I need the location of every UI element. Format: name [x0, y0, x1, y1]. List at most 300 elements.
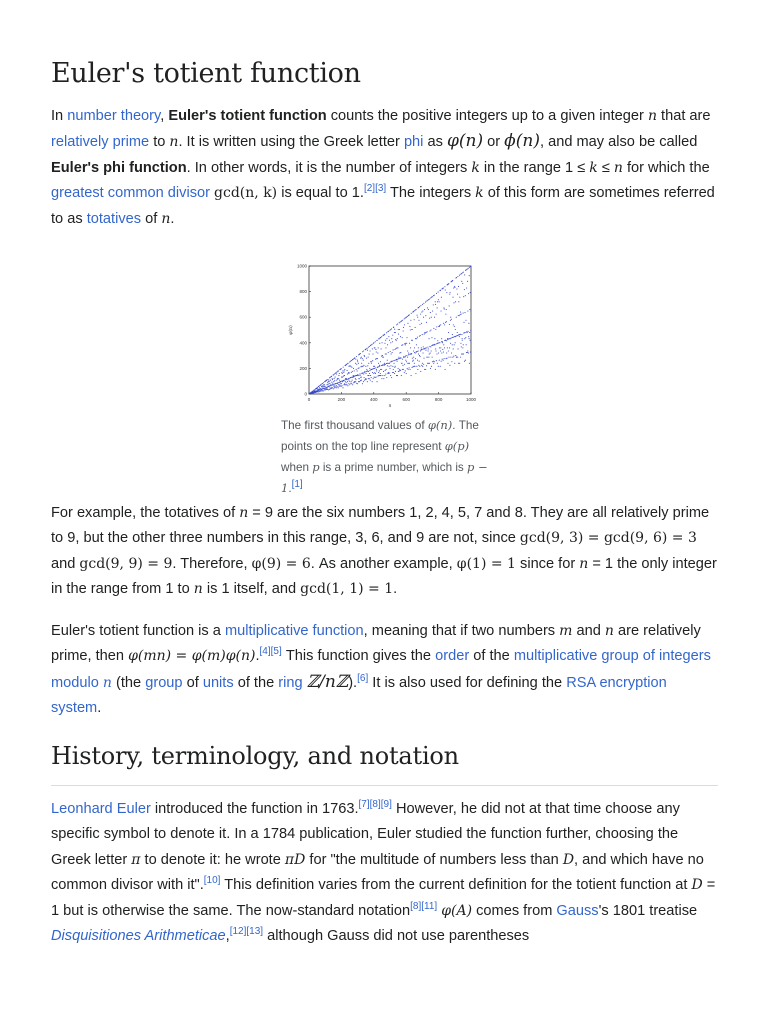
data-point — [441, 338, 442, 339]
data-point — [393, 372, 394, 373]
data-point — [463, 296, 464, 297]
link-ring[interactable]: ring — [278, 674, 303, 691]
data-point — [434, 295, 435, 296]
data-point — [400, 370, 401, 371]
data-point — [355, 381, 356, 382]
y-tick-label: 600 — [299, 314, 307, 320]
data-point — [465, 320, 466, 321]
data-point — [367, 350, 368, 351]
data-point — [463, 354, 464, 355]
data-point — [444, 286, 445, 287]
data-point — [427, 357, 428, 358]
data-point — [439, 342, 440, 343]
data-point — [353, 377, 354, 378]
data-point — [339, 382, 340, 383]
data-point — [361, 380, 362, 381]
data-point — [360, 366, 361, 367]
data-point — [467, 311, 468, 312]
data-point — [342, 381, 343, 382]
data-point — [457, 276, 458, 277]
data-point — [343, 367, 344, 368]
data-point — [351, 367, 352, 368]
data-point — [402, 365, 403, 366]
data-point — [400, 358, 401, 359]
data-point — [447, 338, 448, 339]
data-point — [446, 309, 447, 310]
data-point — [440, 290, 441, 291]
data-point — [366, 369, 367, 370]
math-phi-alt: ϕ(n) — [504, 131, 540, 152]
data-point — [413, 366, 414, 367]
math-piD: πD — [284, 851, 306, 868]
data-point — [440, 347, 441, 348]
data-point — [342, 377, 343, 378]
data-point — [351, 372, 352, 373]
data-point — [425, 302, 426, 303]
data-point — [435, 304, 436, 305]
data-point — [338, 378, 339, 379]
data-point — [453, 302, 454, 303]
data-point — [441, 341, 442, 342]
data-point — [385, 370, 386, 371]
data-point — [326, 387, 327, 388]
data-point — [458, 315, 459, 316]
data-point — [355, 363, 356, 364]
data-point — [334, 373, 335, 374]
data-point — [338, 375, 339, 376]
data-point — [353, 382, 354, 383]
data-point — [432, 357, 433, 358]
data-point — [427, 347, 428, 348]
data-point — [434, 317, 435, 318]
data-point — [351, 360, 352, 361]
data-point — [398, 368, 399, 369]
data-point — [370, 375, 371, 376]
data-point — [343, 372, 344, 373]
data-point — [338, 370, 339, 371]
data-point — [323, 382, 324, 383]
data-point — [313, 392, 314, 393]
y-tick-label: 0 — [304, 391, 307, 397]
data-point — [388, 373, 389, 374]
data-point — [373, 378, 374, 379]
data-point — [392, 366, 393, 367]
data-point — [383, 364, 384, 365]
data-point — [341, 383, 342, 384]
data-point — [381, 356, 382, 357]
data-point — [431, 345, 432, 346]
data-point — [373, 366, 374, 367]
data-point — [462, 347, 463, 348]
data-point — [337, 386, 338, 387]
data-point — [350, 377, 351, 378]
data-point — [455, 355, 456, 356]
data-point — [454, 326, 455, 327]
data-point — [342, 387, 343, 388]
data-point — [332, 383, 333, 384]
text: since for — [515, 555, 580, 572]
data-point — [468, 336, 469, 337]
math-phi: φ(n) — [446, 131, 484, 152]
data-point — [469, 275, 470, 276]
data-point — [393, 327, 394, 328]
data-point — [408, 369, 409, 370]
data-point — [329, 381, 330, 382]
math-m: m — [559, 623, 573, 639]
data-point — [462, 354, 463, 355]
reference-link[interactable]: [1] — [291, 479, 303, 491]
data-point — [384, 334, 385, 335]
data-point — [328, 383, 329, 384]
data-point — [335, 383, 336, 384]
reference-link[interactable]: [2][3] — [363, 183, 387, 195]
data-point — [425, 350, 426, 351]
data-point — [334, 378, 335, 379]
data-point — [437, 301, 438, 302]
data-point — [368, 378, 369, 379]
data-point — [339, 384, 340, 385]
text: ≤ — [597, 159, 614, 176]
data-point — [359, 378, 360, 379]
data-point — [407, 368, 408, 369]
data-point — [420, 335, 421, 336]
data-point — [328, 379, 329, 380]
data-point — [432, 361, 433, 362]
data-point — [369, 373, 370, 374]
data-point — [375, 341, 376, 342]
data-point — [431, 337, 432, 338]
link-greatest-common-divisor[interactable]: greatest common divisor — [51, 185, 210, 202]
math-n: n — [102, 674, 112, 691]
link-multiplicative-function[interactable]: multiplicative function — [224, 623, 364, 639]
math-n: n — [169, 134, 179, 151]
data-point — [387, 365, 388, 366]
data-point — [401, 375, 402, 376]
data-point — [316, 388, 317, 389]
data-point — [358, 381, 359, 382]
data-point — [468, 352, 469, 353]
link-disquisitiones[interactable]: Disquisitiones Arithmeticae — [51, 928, 226, 945]
data-point — [461, 334, 462, 335]
data-point — [365, 373, 366, 374]
data-point — [426, 322, 427, 323]
text: = 9 are the six numbers 1, 2, 4, 5, 7 and 8. They are all relatively prime to 9, but the other three numbers in this range, 3, 6, and 9 are not, since — [51, 505, 710, 547]
data-point — [409, 367, 410, 368]
math-k: k — [471, 159, 480, 176]
math-pi: π — [131, 851, 141, 868]
data-point — [324, 386, 325, 387]
data-point — [381, 336, 382, 337]
data-point — [375, 377, 376, 378]
data-point — [411, 313, 412, 314]
data-point — [379, 375, 380, 376]
data-point — [393, 369, 394, 370]
data-point — [404, 357, 405, 358]
data-point — [434, 338, 435, 339]
math-n: n — [647, 108, 657, 124]
data-point — [422, 366, 423, 367]
data-point — [407, 323, 408, 324]
data-point — [322, 390, 323, 391]
data-point — [409, 343, 410, 344]
data-point — [395, 366, 396, 367]
data-point — [433, 363, 434, 364]
data-point — [339, 373, 340, 374]
data-point — [391, 377, 392, 378]
bold-term: Euler's phi function — [51, 159, 187, 176]
text: ). — [348, 674, 358, 691]
caption-text: The first thousand values of — [281, 419, 428, 432]
data-point — [468, 331, 469, 332]
data-point — [433, 345, 434, 346]
data-point — [405, 344, 406, 345]
data-point — [348, 379, 349, 380]
data-point — [400, 336, 401, 337]
data-point — [375, 349, 376, 350]
data-point — [363, 360, 364, 361]
x-tick-label: 0 — [307, 397, 311, 402]
data-point — [428, 357, 429, 358]
data-point — [414, 366, 415, 367]
data-point — [376, 377, 377, 378]
reference-superscript — [410, 901, 437, 912]
x-tick-label: 400 — [370, 397, 378, 402]
data-point — [371, 361, 372, 362]
link-order[interactable]: order — [435, 648, 470, 665]
data-point — [356, 369, 357, 370]
data-point — [438, 342, 439, 343]
data-point — [434, 344, 435, 345]
data-point — [363, 381, 364, 382]
data-point — [413, 350, 414, 351]
data-point — [406, 343, 407, 344]
reference-link[interactable]: [6] — [357, 672, 369, 684]
data-point — [452, 337, 453, 338]
reference-link[interactable]: [12][13] — [229, 926, 264, 938]
data-point — [449, 347, 450, 348]
data-point — [347, 381, 348, 382]
data-point — [333, 374, 334, 375]
data-point — [333, 384, 334, 385]
data-point — [391, 354, 392, 355]
data-point — [461, 346, 462, 347]
data-point — [436, 326, 437, 327]
data-point — [395, 348, 396, 349]
data-point — [365, 366, 366, 367]
data-point — [352, 359, 353, 360]
data-point — [324, 384, 325, 385]
reference-link[interactable]: [10] — [203, 875, 221, 887]
data-point — [372, 381, 373, 382]
math-n: n — [613, 159, 623, 176]
data-point — [379, 338, 380, 339]
data-point — [456, 288, 457, 289]
data-point — [457, 348, 458, 349]
data-point — [375, 359, 376, 360]
data-point — [454, 336, 455, 337]
data-point — [349, 365, 350, 366]
link-totatives[interactable]: totatives — [86, 210, 142, 227]
data-point — [317, 389, 318, 390]
data-point — [376, 370, 377, 371]
data-point — [439, 326, 440, 327]
data-point — [350, 383, 351, 384]
data-point — [367, 370, 368, 371]
data-point — [453, 287, 454, 288]
text: as — [423, 134, 447, 151]
data-point — [435, 301, 436, 302]
data-point — [423, 348, 424, 349]
data-point — [322, 387, 323, 388]
data-point — [394, 349, 395, 350]
data-point — [406, 355, 407, 356]
data-point — [410, 347, 411, 348]
data-point — [451, 319, 452, 320]
data-point — [401, 363, 402, 364]
data-point — [410, 329, 411, 330]
text: 's 1801 treatise — [598, 902, 698, 919]
data-point — [325, 388, 326, 389]
link-units[interactable]: units — [202, 674, 234, 691]
data-point — [432, 311, 433, 312]
data-point — [415, 352, 416, 353]
data-point — [364, 356, 365, 357]
data-point — [417, 369, 418, 370]
data-point — [408, 352, 409, 353]
data-point — [416, 366, 417, 367]
data-point — [392, 361, 393, 362]
data-point — [352, 380, 353, 381]
data-point — [464, 289, 465, 290]
data-point — [362, 358, 363, 359]
totient-plot-figure[interactable] — [281, 262, 491, 407]
data-point — [344, 369, 345, 370]
data-point — [388, 372, 389, 373]
data-point — [402, 337, 403, 338]
data-point — [357, 383, 358, 384]
reference-link[interactable]: [8][11] — [410, 900, 438, 912]
data-point — [430, 352, 431, 353]
data-point — [453, 348, 454, 349]
data-point — [336, 372, 337, 373]
data-point — [358, 368, 359, 369]
data-point — [371, 344, 372, 345]
data-point — [363, 372, 364, 373]
reference-link[interactable]: [4][5] — [259, 646, 282, 658]
data-point — [378, 347, 379, 348]
data-point — [438, 352, 439, 353]
totient-scatter-plot — [281, 262, 491, 407]
data-point — [334, 387, 335, 388]
data-point — [426, 365, 427, 366]
data-point — [380, 369, 381, 370]
reference-link[interactable]: [7][8][9] — [358, 799, 392, 811]
data-point — [353, 375, 354, 376]
data-point — [442, 341, 443, 342]
data-point — [388, 352, 389, 353]
data-point — [330, 385, 331, 386]
data-point — [376, 358, 377, 359]
data-point — [399, 358, 400, 359]
data-point — [444, 308, 445, 309]
data-point — [371, 345, 372, 346]
data-point — [426, 301, 427, 302]
data-point — [442, 342, 443, 343]
link-gauss[interactable]: Gauss — [556, 902, 599, 919]
data-point — [428, 348, 429, 349]
data-point — [445, 322, 446, 323]
x-tick-label: 200 — [337, 397, 346, 402]
data-point — [394, 363, 395, 364]
data-point — [382, 342, 383, 343]
math-k: k — [475, 185, 484, 202]
data-point — [425, 333, 426, 334]
link-phi[interactable]: phi — [403, 134, 424, 151]
data-point — [398, 357, 399, 358]
data-point — [347, 373, 348, 374]
data-point — [350, 361, 351, 362]
data-point — [383, 357, 384, 358]
data-point — [337, 382, 338, 383]
link-relatively-prime[interactable]: relatively prime — [51, 134, 150, 151]
data-point — [367, 365, 368, 366]
data-point — [374, 368, 375, 369]
data-point — [354, 370, 355, 371]
text: , — [225, 928, 230, 945]
text: . Therefore, — [172, 555, 252, 572]
data-point — [345, 381, 346, 382]
data-point — [440, 350, 441, 351]
data-point — [413, 357, 414, 358]
data-point — [440, 324, 441, 325]
data-point — [448, 283, 449, 284]
data-point — [421, 347, 422, 348]
data-point — [455, 342, 456, 343]
data-point — [361, 363, 362, 364]
data-point — [378, 363, 379, 364]
data-point — [459, 363, 460, 364]
text: of the — [233, 674, 279, 691]
data-point — [385, 364, 386, 365]
link-number-theory[interactable]: number theory — [67, 108, 161, 124]
math-phi: φ(1) = 1 — [456, 555, 516, 572]
link-rsa[interactable]: RSA encryption system — [51, 674, 667, 717]
data-point — [318, 389, 319, 390]
data-point — [407, 363, 408, 364]
data-point — [447, 363, 448, 364]
link-group[interactable]: group — [145, 674, 183, 691]
data-point — [369, 346, 370, 347]
data-point — [464, 338, 465, 339]
data-point — [429, 363, 430, 364]
link-leonhard-euler[interactable]: Leonhard Euler — [51, 801, 151, 817]
math-n: n — [604, 623, 614, 639]
data-point — [428, 338, 429, 339]
data-point — [348, 383, 349, 384]
data-point — [449, 305, 450, 306]
data-point — [456, 336, 457, 337]
data-point — [413, 311, 414, 312]
data-point — [427, 331, 428, 332]
data-point — [447, 339, 448, 340]
data-point — [449, 294, 450, 295]
data-point — [440, 366, 441, 367]
text: or — [483, 134, 505, 151]
data-point — [411, 340, 412, 341]
data-point — [458, 334, 459, 335]
data-point — [397, 359, 398, 360]
data-point — [332, 378, 333, 379]
